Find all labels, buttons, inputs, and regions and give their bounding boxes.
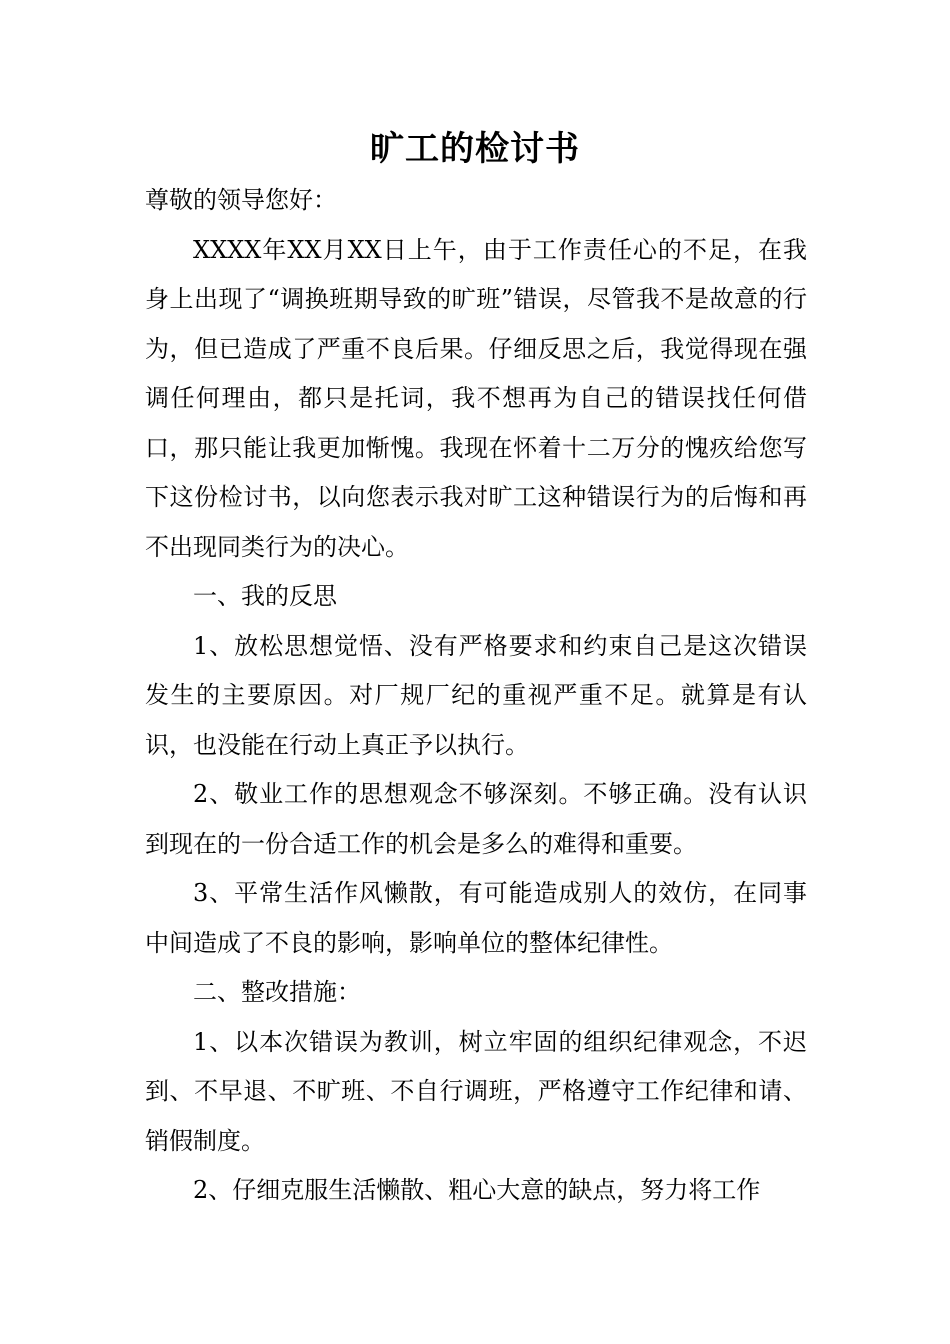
salutation: 尊敬的领导您好： [145,186,337,214]
reflection-point-3: 3、平常生活作风懒散，有可能造成别人的效仿，在同事中间造成了不良的影响，影响单位的整体纪律性。 [145,879,807,957]
measure-point-1: 1、以本次错误为教训，树立牢固的组织纪律观念，不迟到、不早退、不旷班、不自行调班，严格遵守工作纪律和请、销假制度。 [145,1027,807,1155]
document-body [145,176,807,1216]
document-title: 旷工的检讨书 [370,129,580,169]
section-heading-measures: 二、整改措施： [193,978,361,1006]
reflection-point-2: 2、敬业工作的思想观念不够深刻。不够正确。没有认识到现在的一份合适工作的机会是多么的难得和重要。 [145,780,807,858]
paragraph-intro: XXXX年XX月XX日上午，由于工作责任心的不足，在我身上出现了“调换班期导致的旷班”错误，尽管我不是故意的行为，但已造成了严重不良后果。仔细反思之后，我觉得现在强调任何理由，都只是托词，我不想再为自己的错误找任何借口，那只能让我更加惭愧。我现在怀着十二万分的愧疚给您写下这份检讨书，以向您表示我对旷工这种错误行为的后悔和再不出现同类行为的决心。 [145,235,807,561]
section-heading-reflection: 一、我的反思 [193,582,337,610]
reflection-point-1: 1、放松思想觉悟、没有严格要求和约束自己是这次错误发生的主要原因。对厂规厂纪的重视严重不足。就算是有认识，也没能在行动上真正予以执行。 [145,631,807,759]
measure-point-2: 2、仔细克服生活懒散、粗心大意的缺点，努力将工作 [193,1176,761,1204]
